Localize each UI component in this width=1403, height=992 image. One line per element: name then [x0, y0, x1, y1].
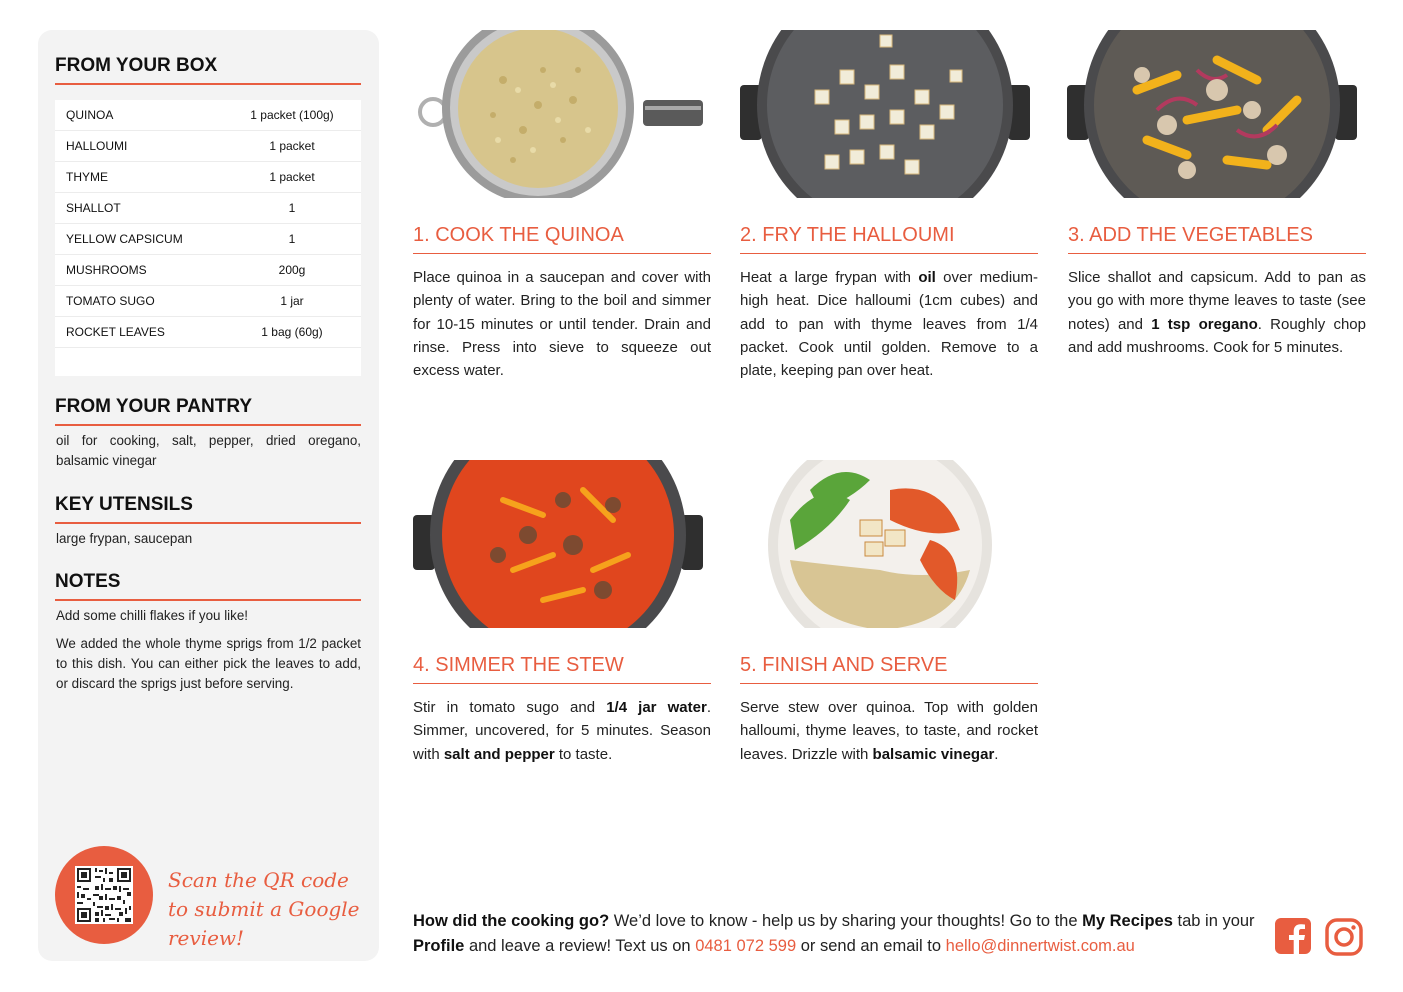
ingredient-name: YELLOW CAPSICUM — [66, 232, 183, 246]
bold-text: My Recipes — [1082, 912, 1173, 930]
instagram-icon[interactable] — [1325, 918, 1363, 956]
ingredient-quantity: 1 — [288, 232, 296, 246]
qr-code-badge[interactable] — [55, 846, 153, 944]
bold-text: How did the cooking go? — [413, 912, 610, 930]
text-segment: . Simmer, uncovered, for 5 minutes. Season with — [413, 699, 711, 763]
bold-text: Profile — [413, 937, 465, 955]
bold-text: oil — [918, 269, 936, 286]
contact-link[interactable]: 0481 072 599 — [695, 937, 797, 955]
step-1-title: 1. COOK THE QUINOA — [413, 224, 711, 254]
ingredient-row — [55, 286, 361, 317]
text-segment: over medium-high heat. Dice halloumi (1cm cubes) and add to pan with thyme leaves from 1/4 packet. Cook until golden. Remove to a plate, keeping pan over heat. — [740, 269, 1039, 380]
ingredient-row — [55, 162, 361, 193]
step-5-instructions — [740, 696, 1038, 766]
ingredient-name: MUSHROOMS — [66, 263, 147, 277]
text-segment: We’d love to know - help us by sharing your thoughts! Go to the — [609, 912, 1083, 930]
step-4-title: 4. SIMMER THE STEW — [413, 654, 711, 684]
ingredient-quantity: 200g — [278, 263, 306, 277]
step-1-instructions — [413, 266, 711, 382]
text-segment: or send an email to — [796, 937, 946, 955]
notes-text-1: Add some chilli flakes if you like! — [56, 608, 249, 623]
ingredient-name: QUINOA — [66, 108, 114, 122]
text-segment: Stir in tomato sugo and — [413, 699, 607, 716]
text-segment: Place quinoa in a saucepan and cover with plenty of water. Bring to the boil and simmer for 10-15 minutes or until tender. Drain and rinse. Press into sieve to squeeze out excess water. — [413, 269, 711, 380]
ingredient-name: HALLOUMI — [66, 139, 128, 153]
pantry-heading: FROM YOUR PANTRY — [55, 396, 361, 426]
facebook-icon[interactable] — [1275, 918, 1313, 956]
text-segment: tab in your — [1172, 912, 1255, 930]
text-segment: Serve stew over quinoa. Top with golden halloumi, thyme leaves, to taste, and rocket leaves. Drizzle with — [740, 699, 1038, 763]
text-segment: . Roughly chop and add mushrooms. Cook for 5 minutes. — [1068, 315, 1366, 356]
ingredient-name: THYME — [66, 170, 108, 184]
ingredient-row — [55, 224, 361, 255]
pantry-text: oil for cooking, salt, pepper, dried oregano, balsamic vinegar — [56, 433, 361, 468]
bold-text: balsamic vinegar — [872, 745, 995, 763]
text-segment: . — [994, 745, 999, 763]
step-5-title: 5. FINISH AND SERVE — [740, 654, 1038, 684]
ingredient-row — [55, 317, 361, 348]
ingredient-row — [55, 255, 361, 286]
text-segment: to taste. — [554, 745, 613, 763]
vegetables-pan-photo — [1067, 30, 1357, 198]
stew-pan-photo — [413, 460, 703, 628]
ingredient-row — [55, 193, 361, 224]
ingredient-quantity: 1 packet — [269, 170, 315, 184]
utensils-text: large frypan, saucepan — [56, 531, 193, 546]
qr-code-icon — [75, 866, 133, 924]
text-segment: Slice shallot and capsicum. Add to pan as you go with more thyme leaves to taste (see notes) and — [1068, 269, 1366, 333]
contact-link[interactable]: hello@dinnertwist.com.au — [945, 937, 1135, 955]
ingredient-quantity: 1 bag (60g) — [261, 325, 323, 339]
ingredient-quantity: 1 packet (100g) — [250, 108, 334, 122]
quinoa-sieve-photo — [413, 30, 711, 198]
bold-text: 1/4 jar water — [606, 699, 707, 716]
halloumi-pan-photo — [740, 30, 1030, 198]
bold-text: salt and pepper — [443, 745, 555, 763]
step-3-instructions — [1068, 266, 1366, 359]
ingredient-quantity: 1 — [288, 201, 296, 215]
step-3-title: 3. ADD THE VEGETABLES — [1068, 224, 1366, 254]
bold-text: 1 tsp oregano — [1151, 315, 1258, 333]
step-2-title: 2. FRY THE HALLOUMI — [740, 224, 1038, 254]
ingredient-name: TOMATO SUGO — [66, 294, 155, 308]
ingredient-row — [55, 100, 361, 131]
served-bowl-photo — [740, 460, 1030, 628]
ingredient-quantity: 1 jar — [280, 294, 304, 308]
step-2-instructions — [740, 266, 1038, 382]
utensils-heading: KEY UTENSILS — [55, 494, 361, 524]
ingredient-name: ROCKET LEAVES — [66, 325, 165, 339]
ingredients-table — [55, 100, 361, 376]
text-segment: and leave a review! Text us on — [464, 937, 696, 955]
notes-text-2: We added the whole thyme sprigs from 1/2 packet to this dish. You can either pick the leaves to add, or discard the sprigs just before serving. — [56, 636, 361, 691]
ingredients-sidebar — [38, 30, 379, 961]
notes-heading: NOTES — [55, 571, 361, 601]
ingredient-row — [55, 131, 361, 162]
qr-review-text: Scan the QR code to submit a Google review! — [168, 868, 360, 950]
box-heading: FROM YOUR BOX — [55, 55, 361, 85]
review-footer-text — [413, 909, 1263, 959]
ingredient-quantity: 1 packet — [269, 139, 315, 153]
step-4-instructions — [413, 696, 711, 766]
text-segment: Heat a large frypan with — [740, 269, 919, 286]
ingredient-name: SHALLOT — [66, 201, 121, 215]
